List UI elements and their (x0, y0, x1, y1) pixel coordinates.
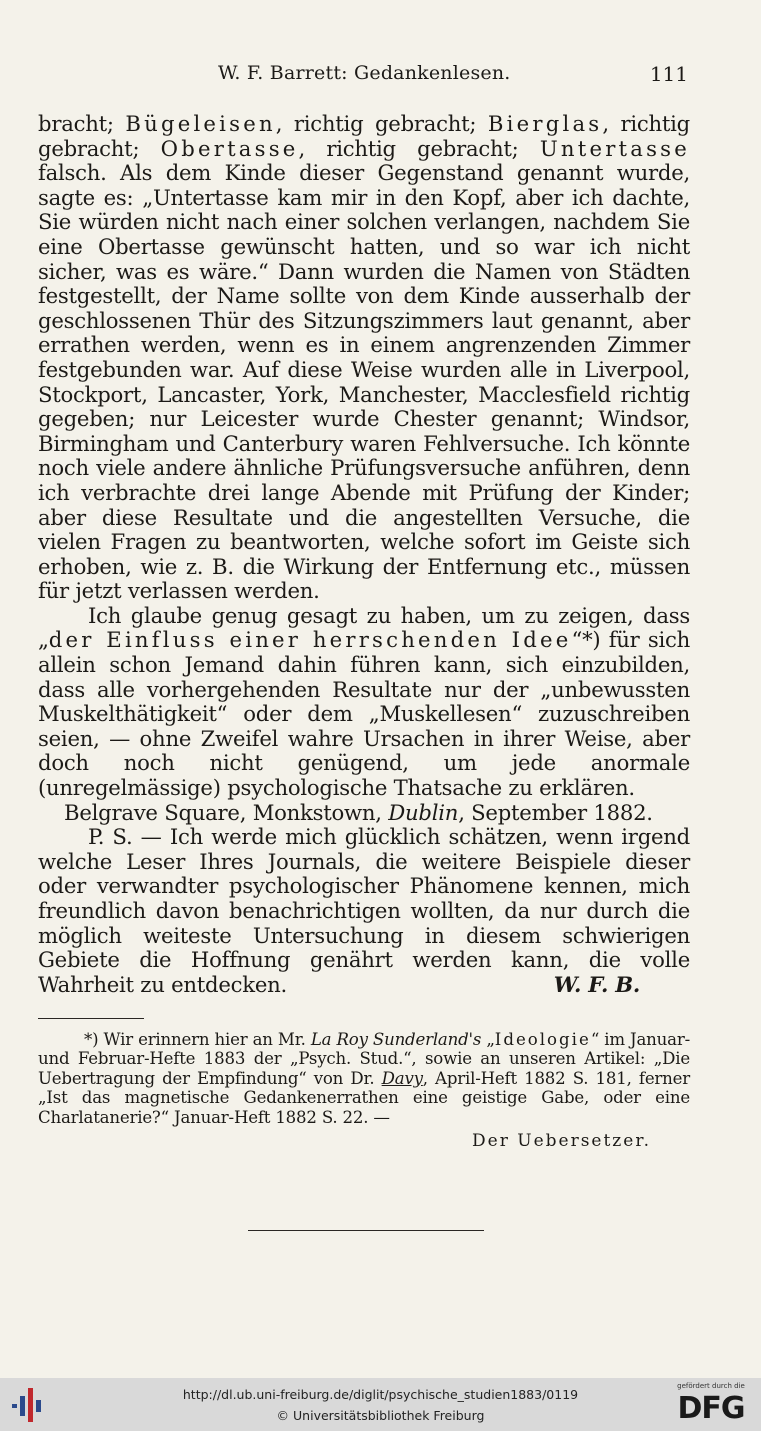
place-name: Dublin (388, 799, 459, 825)
text-run: , richtig gebracht; (298, 135, 540, 161)
viewer-footer (0, 1378, 761, 1431)
text-run: Ich glaube genug gesagt zu haben, um zu zeigen, dass „ (38, 602, 690, 653)
funding-note: gefördert durch die (677, 1382, 745, 1390)
spaced-phrase: der Einfluss einer herrschenden Idee (48, 627, 572, 653)
permalink-url[interactable]: http://dl.ub.uni-freiburg.de/diglit/psychische_studien1883/0119 (182, 1387, 579, 1402)
text-run: , richtig gebracht; (38, 111, 690, 161)
author-name: La Roy Sunderland's (310, 1030, 482, 1049)
spaced-word: Ideologie (494, 1030, 591, 1049)
paragraph-2 (38, 604, 690, 801)
text-run: , September 1882. (458, 799, 653, 825)
signature: W. F. B. (553, 971, 640, 997)
text-run: Belgrave Square, Monkstown, (64, 799, 389, 825)
spaced-word: Untertasse (539, 135, 690, 161)
text-run: bracht; (38, 111, 126, 136)
footnote-rule (38, 1018, 144, 1019)
footnote (38, 1030, 690, 1127)
paragraph-1 (38, 112, 690, 604)
text-run: “ im Januar- und Februar-Hefte 1883 der „Psych. Stud.“, sowie an unseren Artikel: „Die Uebertragung der Empfindung“ von Dr. (38, 1030, 690, 1088)
place-date-line (38, 801, 690, 826)
main-text (38, 112, 690, 997)
text-run: *) Wir erinnern hier an Mr. (84, 1030, 311, 1049)
text-run: „ (481, 1030, 495, 1049)
postscript-text: P. S. — Ich werde mich glücklich schätzen, wenn irgend welche Leser Ihres Journals, die weitere Beispiele dieser oder verwandter psychologischer Phänomene kennen, mich freundlich davon benachrichtigen wollten, da nur durch die möglich weiteste Untersuchung in diesem schwierigen Gebiete die Hoffnung genährt werden kann, die volle Wahrheit zu entdecken. (38, 824, 690, 997)
text-run: “*) für sich allein schon Jemand dahin führen kann, sich einzubilden, dass alle vorhergehenden Resultate nur der „unbewussten Muskelthätigkeit“ oder dem „Muskellesen“ zuzuschreiben seien, — ohne Zweifel wahre Ursachen in ihrer Weise, aber doch noch nicht genügend, um jede anormale (unregelmässige) psychologische Thatsache zu erklären. (38, 627, 690, 801)
translator-signature: Der Uebersetzer. (472, 1131, 651, 1151)
spaced-word: Bügeleisen (125, 111, 276, 136)
copyright-notice: © Universitätsbibliothek Freiburg (276, 1408, 485, 1423)
page-header (38, 62, 688, 90)
text-run: , April-Heft 1882 S. 181, ferner „Ist das magnetische Gedankenerrathen eine geistige Gabe, oder eine Charlatanerie?“ Januar-Heft 1882 S. 22. — (38, 1068, 691, 1127)
dfg-logo: DFG (677, 1391, 745, 1426)
spaced-word: Obertasse (160, 135, 299, 161)
spaced-word: Bierglas (487, 111, 603, 136)
end-rule (248, 1230, 484, 1231)
running-head: W. F. Barrett: Gedankenlesen. (218, 62, 511, 84)
author-name: Davy (381, 1068, 423, 1088)
text-run: falsch. Als dem Kinde dieser Gegenstand genannt wurde, sagte es: „Untertasse kam mir in den Kopf, aber ich dachte, Sie würden nicht nach einer solchen verlangen, nachdem Sie eine Obertasse gewünscht hatten, und so war ich nicht sicher, was es wäre.“ Dann wurden die Namen von Städten festgestellt, der Name sollte von dem Kinde ausserhalb der geschlossenen Thür des Sitzungszimmers laut genannt, aber errathen werden, wenn es in einem angrenzenden Zimmer festgebunden war. Auf diese Weise wurden alle in Liverpool, Stockport, Lancaster, York, Manchester, Macclesfield richtig gegeben; nur Leicester wurde Chester genannt; Windsor, Birmingham und Canterbury waren Fehlversuche. Ich könnte noch viele andere ähnliche Prüfungsversuche anführen, denn ich verbrachte drei lange Abende mit Prüfung der Kinder; aber diese Resultate und die angestellten Versuche, die vielen Fragen zu beantworten, welche sofort im Geiste sich erhoben, wie z. B. die Wirkung der Entfernung etc., müssen für jetzt verlassen werden. (38, 160, 690, 604)
postscript (38, 825, 690, 997)
text-run: , richtig gebracht; (275, 111, 488, 136)
page-number: 111 (649, 62, 688, 86)
footnote-text (38, 1030, 690, 1127)
